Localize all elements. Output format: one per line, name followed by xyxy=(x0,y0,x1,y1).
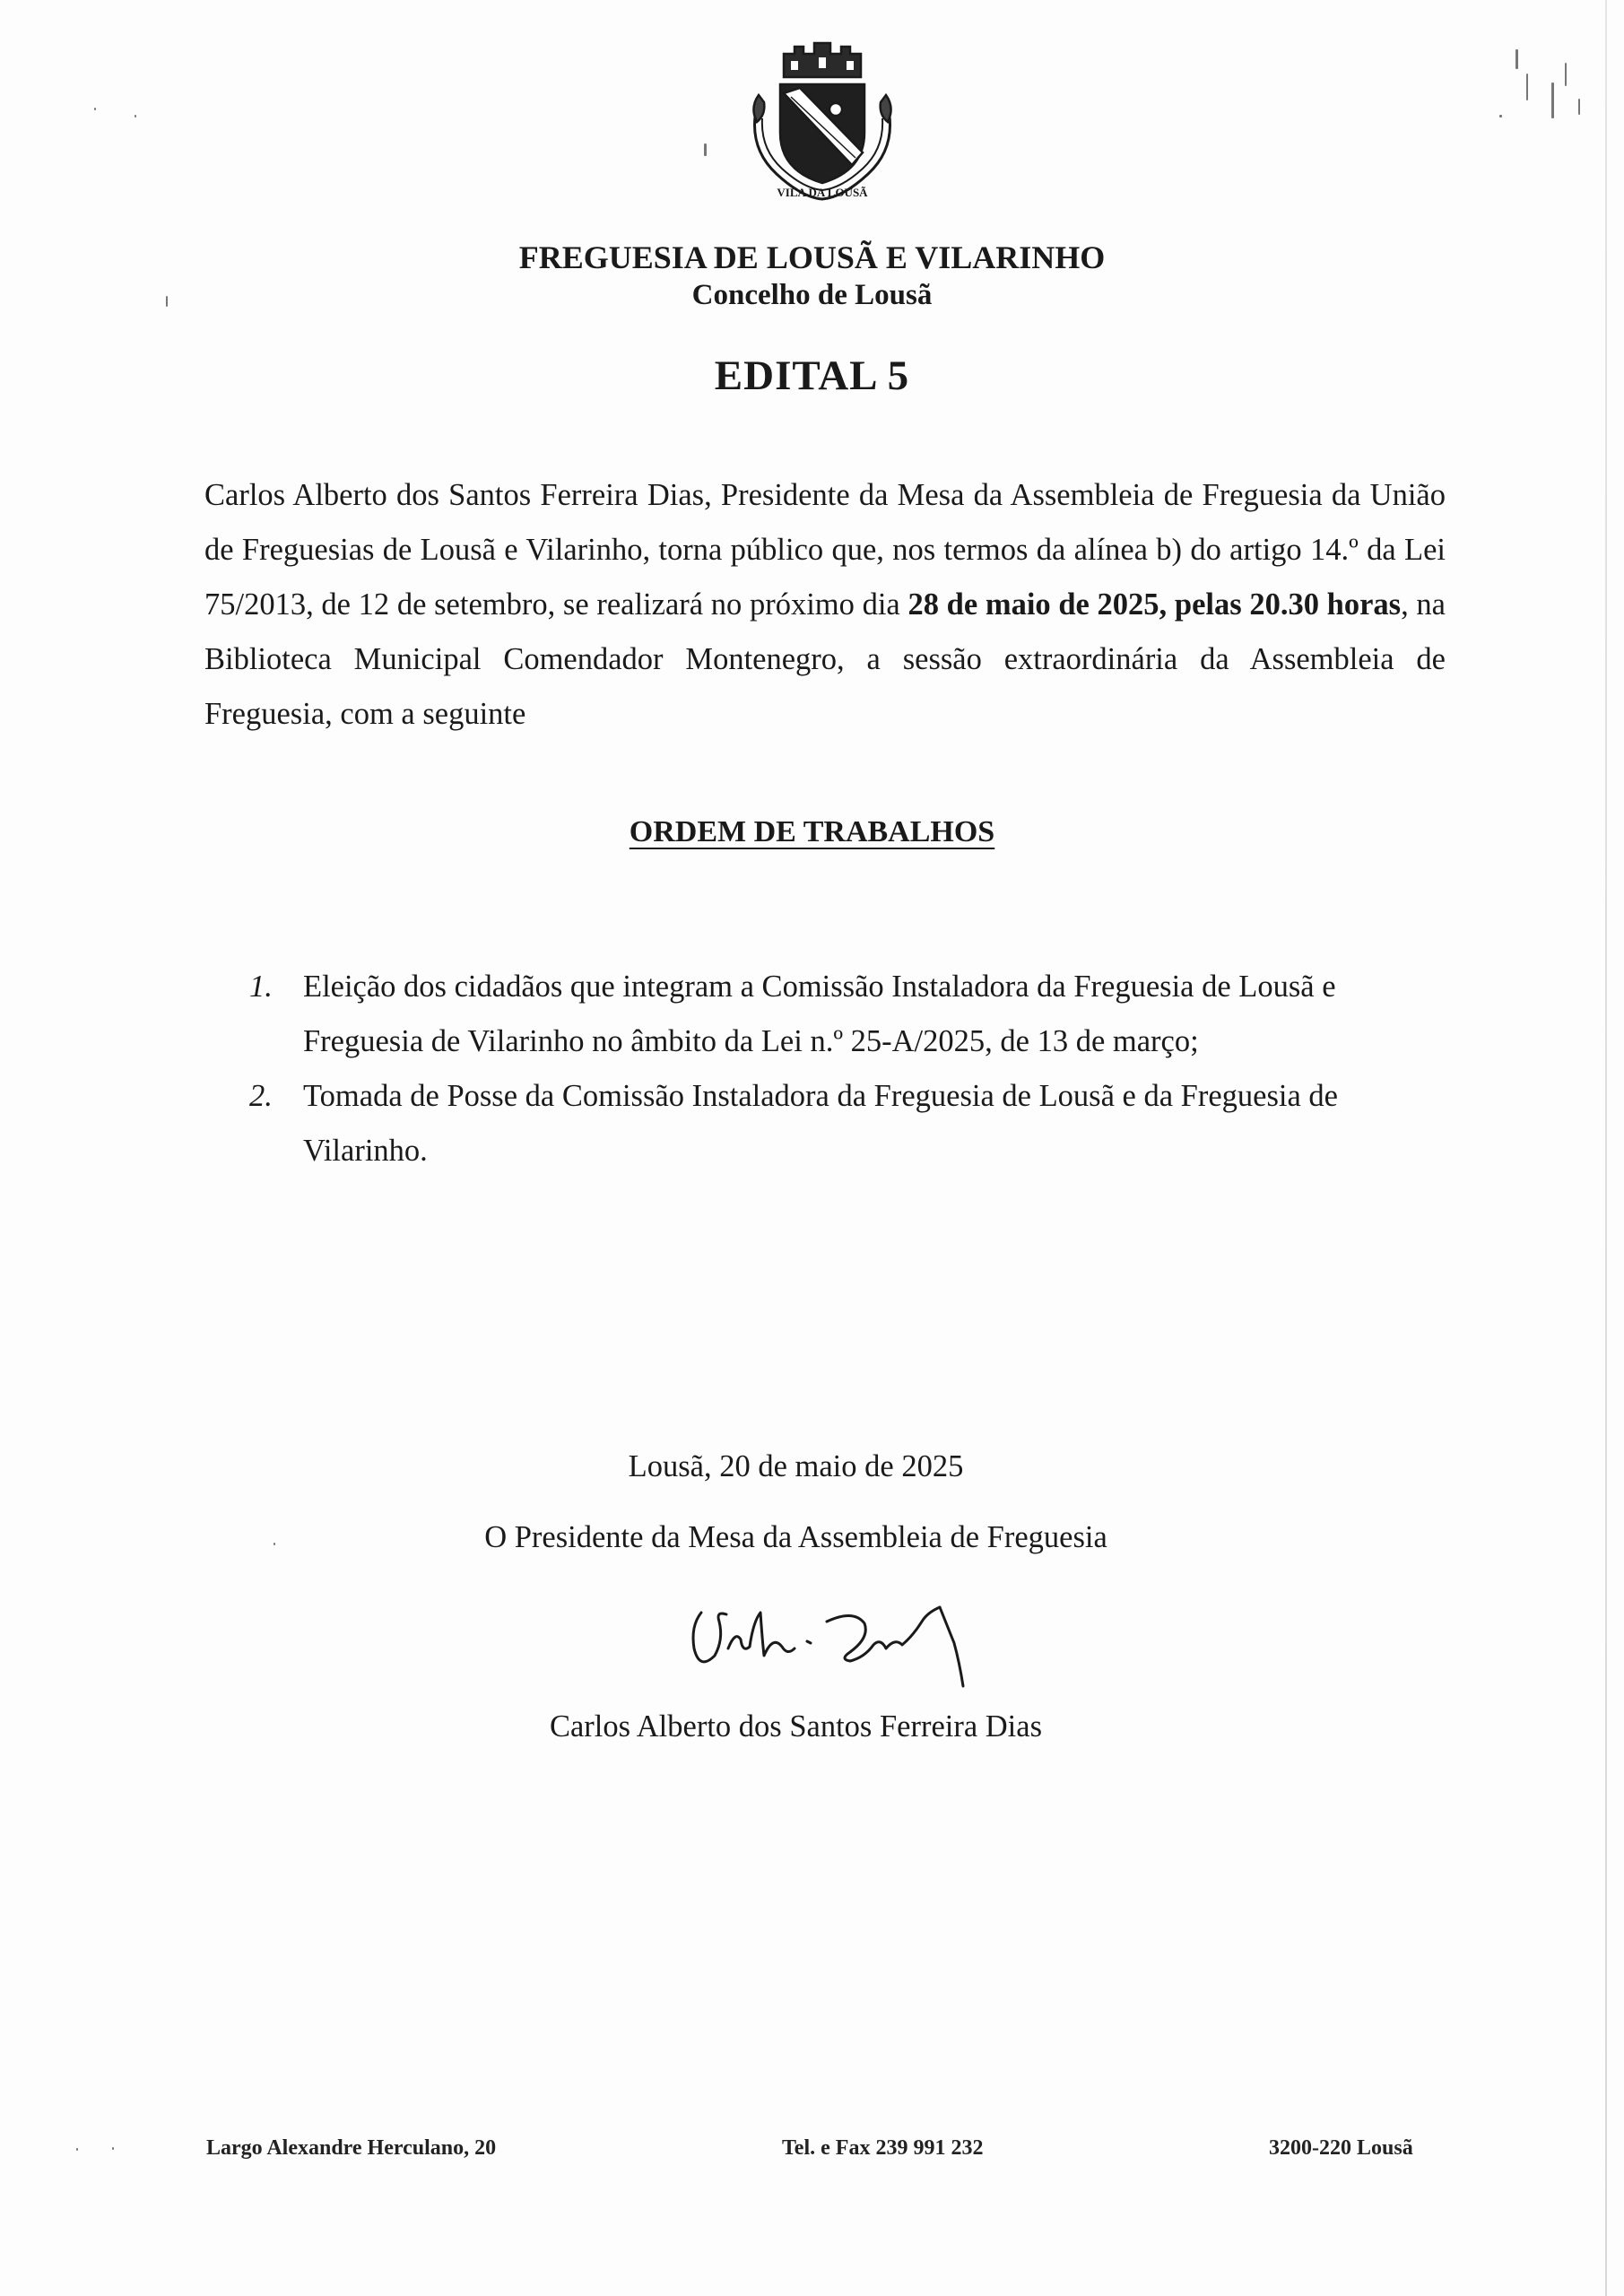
scan-speck xyxy=(76,2148,78,2151)
scan-speck xyxy=(94,108,96,110)
scan-speck xyxy=(1551,83,1554,118)
agenda-list xyxy=(204,960,1451,1178)
footer-phone: Tel. e Fax 239 991 232 xyxy=(782,2136,984,2160)
scan-speck xyxy=(1565,63,1567,86)
coat-of-arms-icon xyxy=(737,34,908,206)
meeting-date-time: 28 de maio de 2025, pelas 20.30 horas xyxy=(908,587,1402,622)
agenda-item-number: 2. xyxy=(249,1079,273,1113)
emblem-lettering: VILA DA LOUSÃ xyxy=(777,186,868,199)
scan-speck xyxy=(135,115,136,117)
document-title: EDITAL 5 xyxy=(714,352,910,399)
handwritten-signature xyxy=(674,1586,979,1693)
signatory-role: O Presidente da Mesa da Assembleia de Freguesia xyxy=(484,1520,1107,1554)
scan-speck xyxy=(112,2147,114,2150)
agenda-heading-text: ORDEM DE TRABALHOS xyxy=(629,815,995,848)
municipality-name: Concelho de Lousã xyxy=(691,279,933,311)
agenda-item-text: Eleição dos cidadãos que integram a Comissão Instaladora da Freguesia de Lousã e Freguesia de Vilarinho no âmbito da Lei n.º 25-A/2025, de 13 de março; xyxy=(303,970,1336,1058)
agenda-item xyxy=(204,1069,1451,1178)
institution-name: FREGUESIA DE LOUSÃ E VILARINHO xyxy=(518,239,1106,275)
scan-speck xyxy=(1499,115,1502,117)
scan-speck xyxy=(1578,99,1580,115)
agenda-heading xyxy=(0,815,1624,849)
agenda-item-text: Tomada de Posse da Comissão Instaladora da Freguesia de Lousã e da Freguesia de Vilarinho. xyxy=(303,1079,1338,1168)
scan-speck xyxy=(1515,49,1518,69)
intro-text-part-2: , na Biblioteca Municipal Comendador Montenegro, a sessão extraordinária da Assembleia de Freguesia, com a seguinte xyxy=(204,587,1446,731)
scan-edge-line xyxy=(1605,0,1607,2296)
agenda-item-number: 1. xyxy=(249,970,273,1004)
scan-speck xyxy=(1526,74,1528,100)
footer-postal-code: 3200-220 Lousã xyxy=(1269,2136,1413,2160)
scan-speck xyxy=(704,144,707,156)
place-date: Lousã, 20 de maio de 2025 xyxy=(628,1449,964,1483)
agenda-item xyxy=(204,960,1451,1069)
intro-paragraph xyxy=(204,468,1446,742)
intro-text-part-1: Carlos Alberto dos Santos Ferreira Dias, Presidente da Mesa da Assembleia de Freguesia da União de Freguesias de Lousã e Vilarinho, torna público que, nos termos da alínea b) do artigo 14.º da Lei 75/2013, de 12 de setembro, se realizará no próximo dia xyxy=(204,478,1446,622)
footer-address: Largo Alexandre Herculano, 20 xyxy=(206,2136,497,2160)
signatory-name: Carlos Alberto dos Santos Ferreira Dias xyxy=(549,1709,1043,1744)
